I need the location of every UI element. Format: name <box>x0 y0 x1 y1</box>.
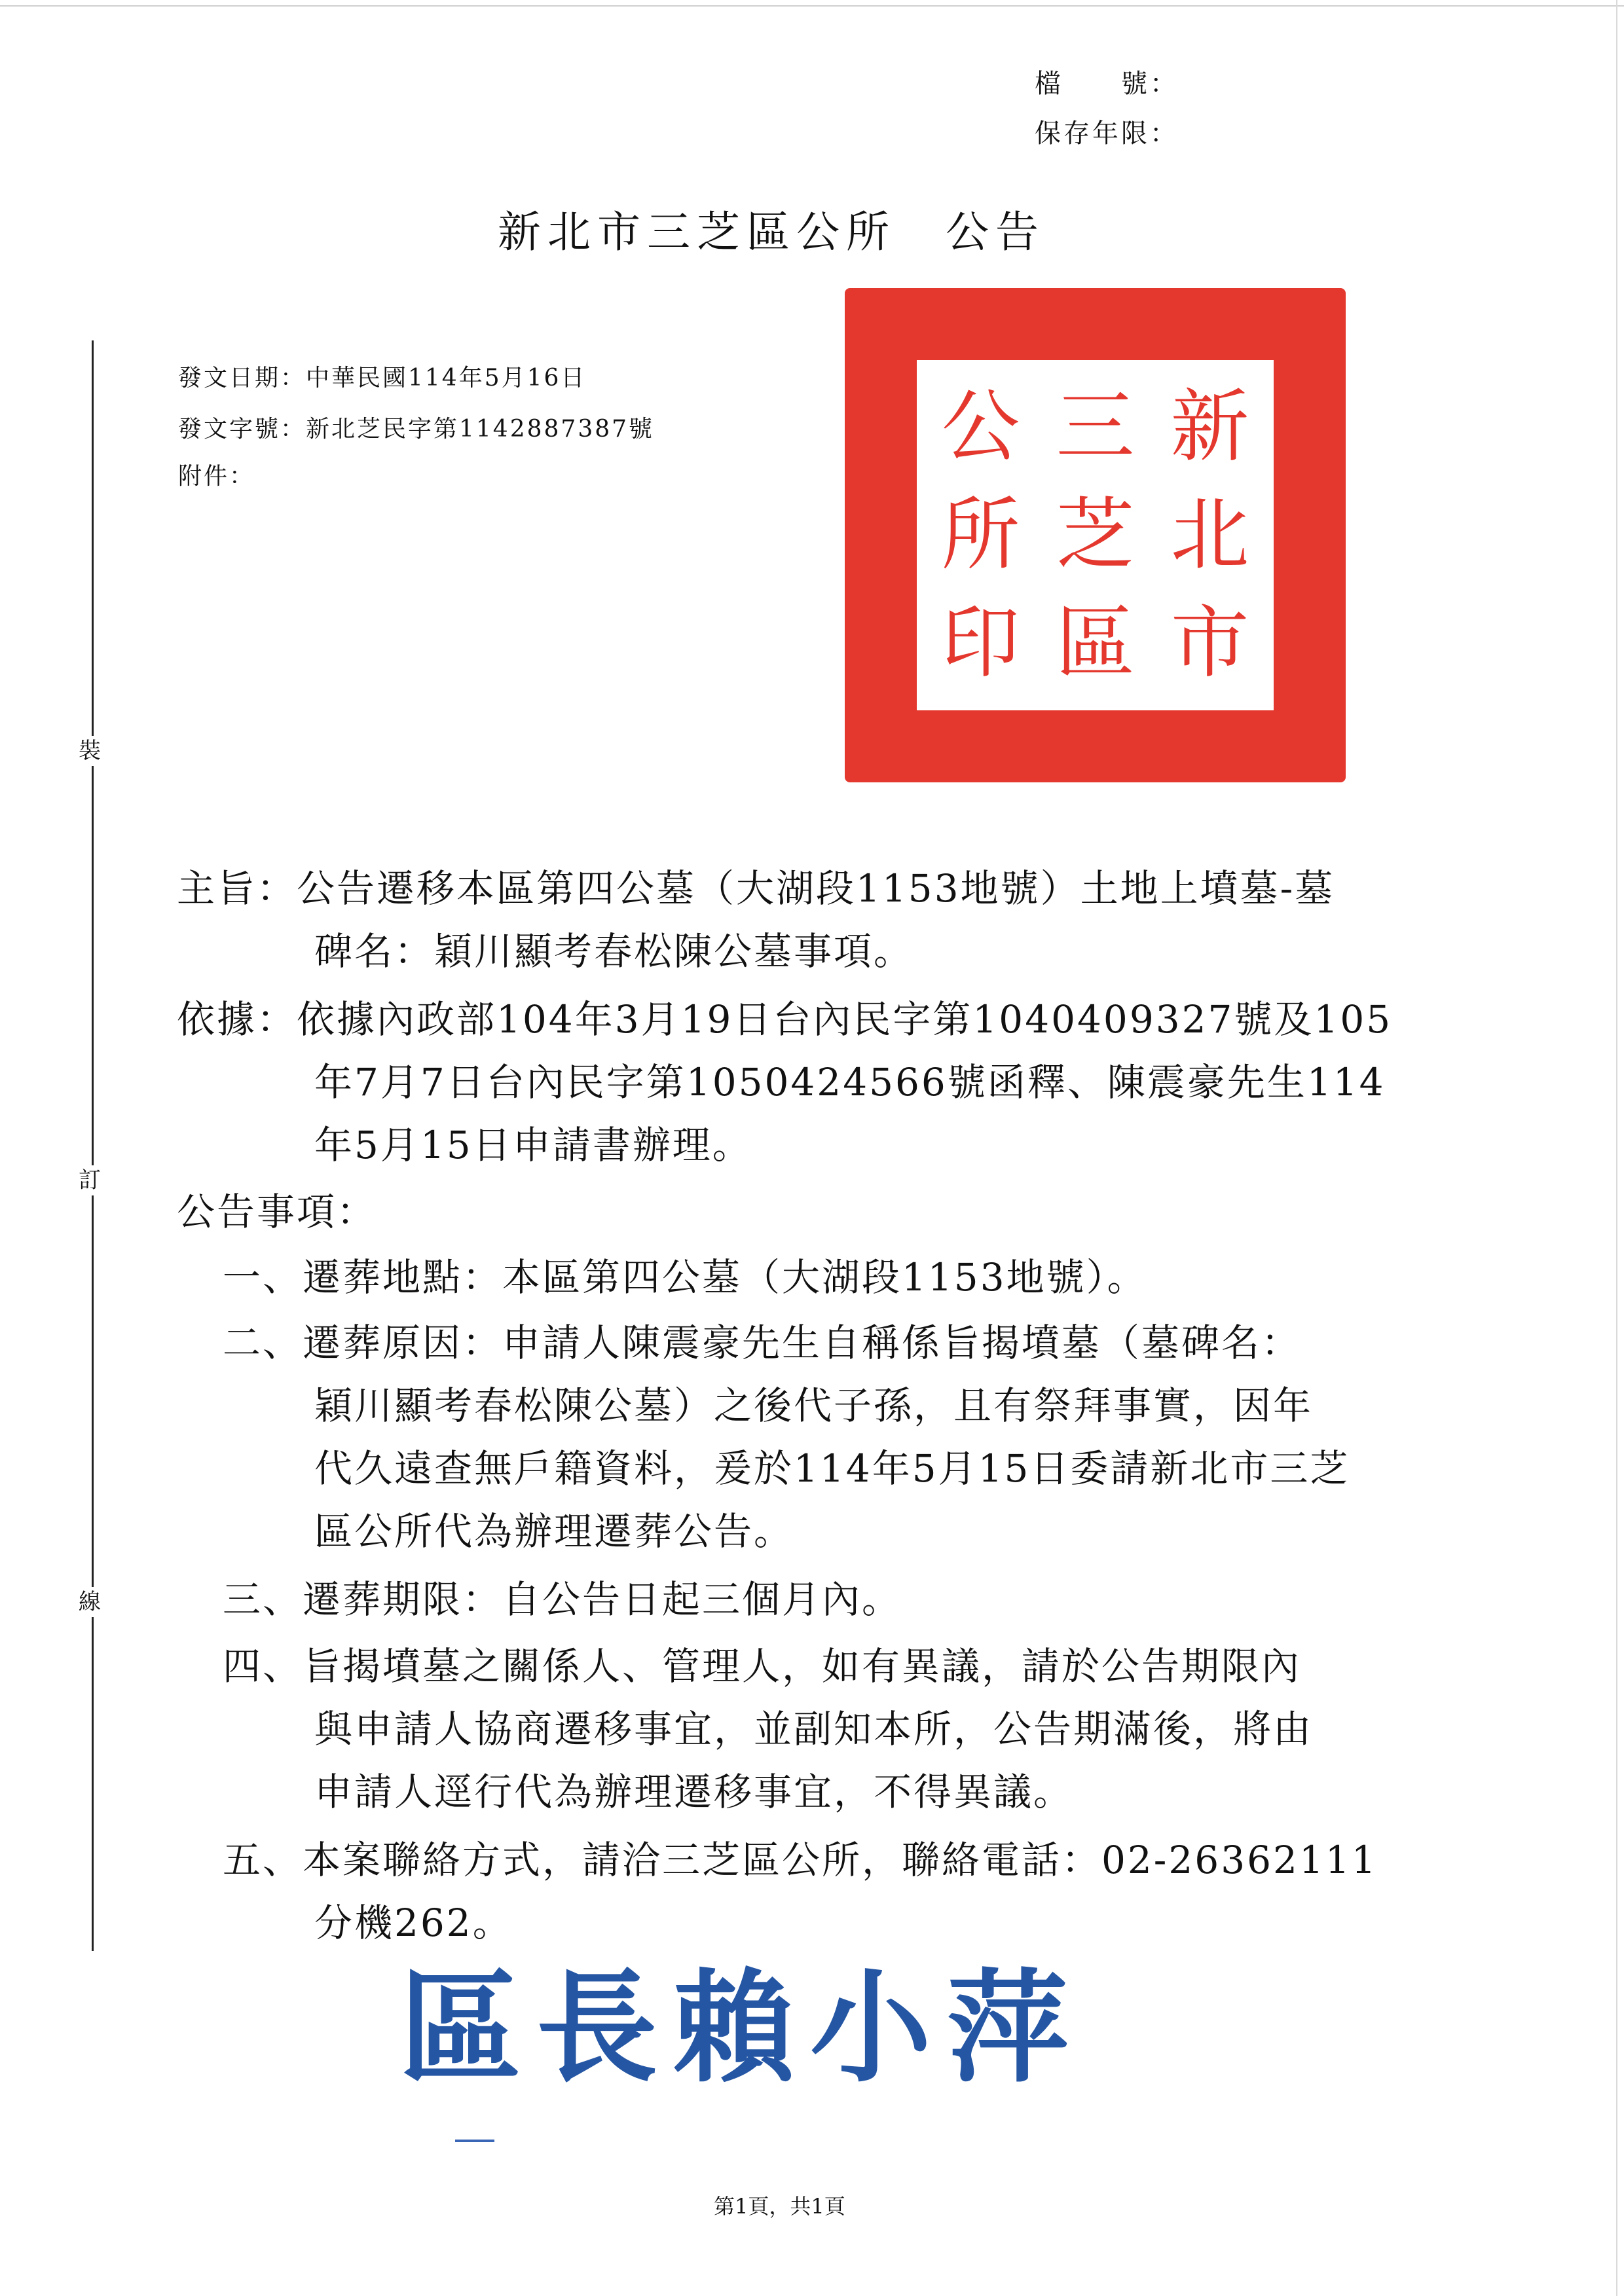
scan-edge-right <box>1616 0 1617 2296</box>
retention-label: 保存年限： <box>1035 118 1179 149</box>
seal-column: 三 芝 區 <box>1056 381 1135 689</box>
notice-item-continuation: 分機262。 <box>314 1901 513 1945</box>
official-seal <box>845 288 1346 782</box>
issue-date: 發文日期：中華民國114年5月16日 <box>178 365 587 392</box>
scan-edge-top <box>0 5 1624 7</box>
file-number-label: 檔 號： <box>1035 69 1179 99</box>
notice-item: 五、本案聯絡方式，請洽三芝區公所，聯絡電話：02-26362111 <box>223 1838 1378 1882</box>
notice-item-continuation: 穎川顯考春松陳公墓）之後代子孫，且有祭拜事實，因年 <box>314 1383 1314 1428</box>
subject-line: 主旨：公告遷移本區第四公墓（大湖段1153地號）土地上墳墓-墓 <box>177 866 1335 911</box>
notice-item-continuation: 區公所代為辦理遷葬公告。 <box>314 1509 794 1554</box>
seal-column: 公 所 印 <box>941 381 1020 689</box>
notice-heading: 公告事項： <box>177 1190 377 1234</box>
signature-underline <box>455 2140 494 2142</box>
binding-mark-ding: 訂 <box>79 1165 101 1195</box>
notice-item-continuation: 申請人逕行代為辦理遷移事宜，不得異議。 <box>314 1770 1074 1814</box>
binding-mark-zhuang: 裝 <box>79 736 101 766</box>
notice-item: 三、遷葬期限：自公告日起三個月內。 <box>223 1577 902 1622</box>
attachment-label: 附件： <box>178 463 255 490</box>
binding-mark-xian: 線 <box>79 1587 101 1617</box>
notice-item-continuation: 與申請人協商遷移事宜，並副知本所，公告期滿後，將由 <box>314 1707 1314 1751</box>
notice-item-continuation: 代久遠查無戶籍資料，爰於114年5月15日委請新北市三芝 <box>314 1446 1350 1491</box>
subject-line: 碑名：穎川顯考春松陳公墓事項。 <box>314 929 914 974</box>
notice-item: 一、遷葬地點：本區第四公墓（大湖段1153地號）。 <box>223 1255 1147 1300</box>
notice-item: 二、遷葬原因：申請人陳震豪先生自稱係旨揭墳墓（墓碑名： <box>223 1321 1302 1365</box>
seal-column: 新 北 市 <box>1170 381 1249 689</box>
notice-item: 四、旨揭墳墓之關係人、管理人，如有異議，請於公告期限內 <box>223 1644 1302 1688</box>
page-footer: 第1頁，共1頁 <box>714 2194 845 2219</box>
signature-stamp: 區長賴小萍 <box>399 1956 1084 2099</box>
basis-line: 依據：依據內政部104年3月19日台內民字第1040409327號及105 <box>177 997 1393 1042</box>
binding-margin-line <box>92 340 94 1951</box>
basis-line: 年5月15日申請書辦理。 <box>314 1123 752 1167</box>
page-title: 新北市三芝區公所 公告 <box>498 207 1045 257</box>
basis-line: 年7月7日台內民字第1050424566號函釋、陳震豪先生114 <box>314 1060 1386 1104</box>
issue-reference: 發文字號：新北芝民字第1142887387號 <box>178 416 655 443</box>
